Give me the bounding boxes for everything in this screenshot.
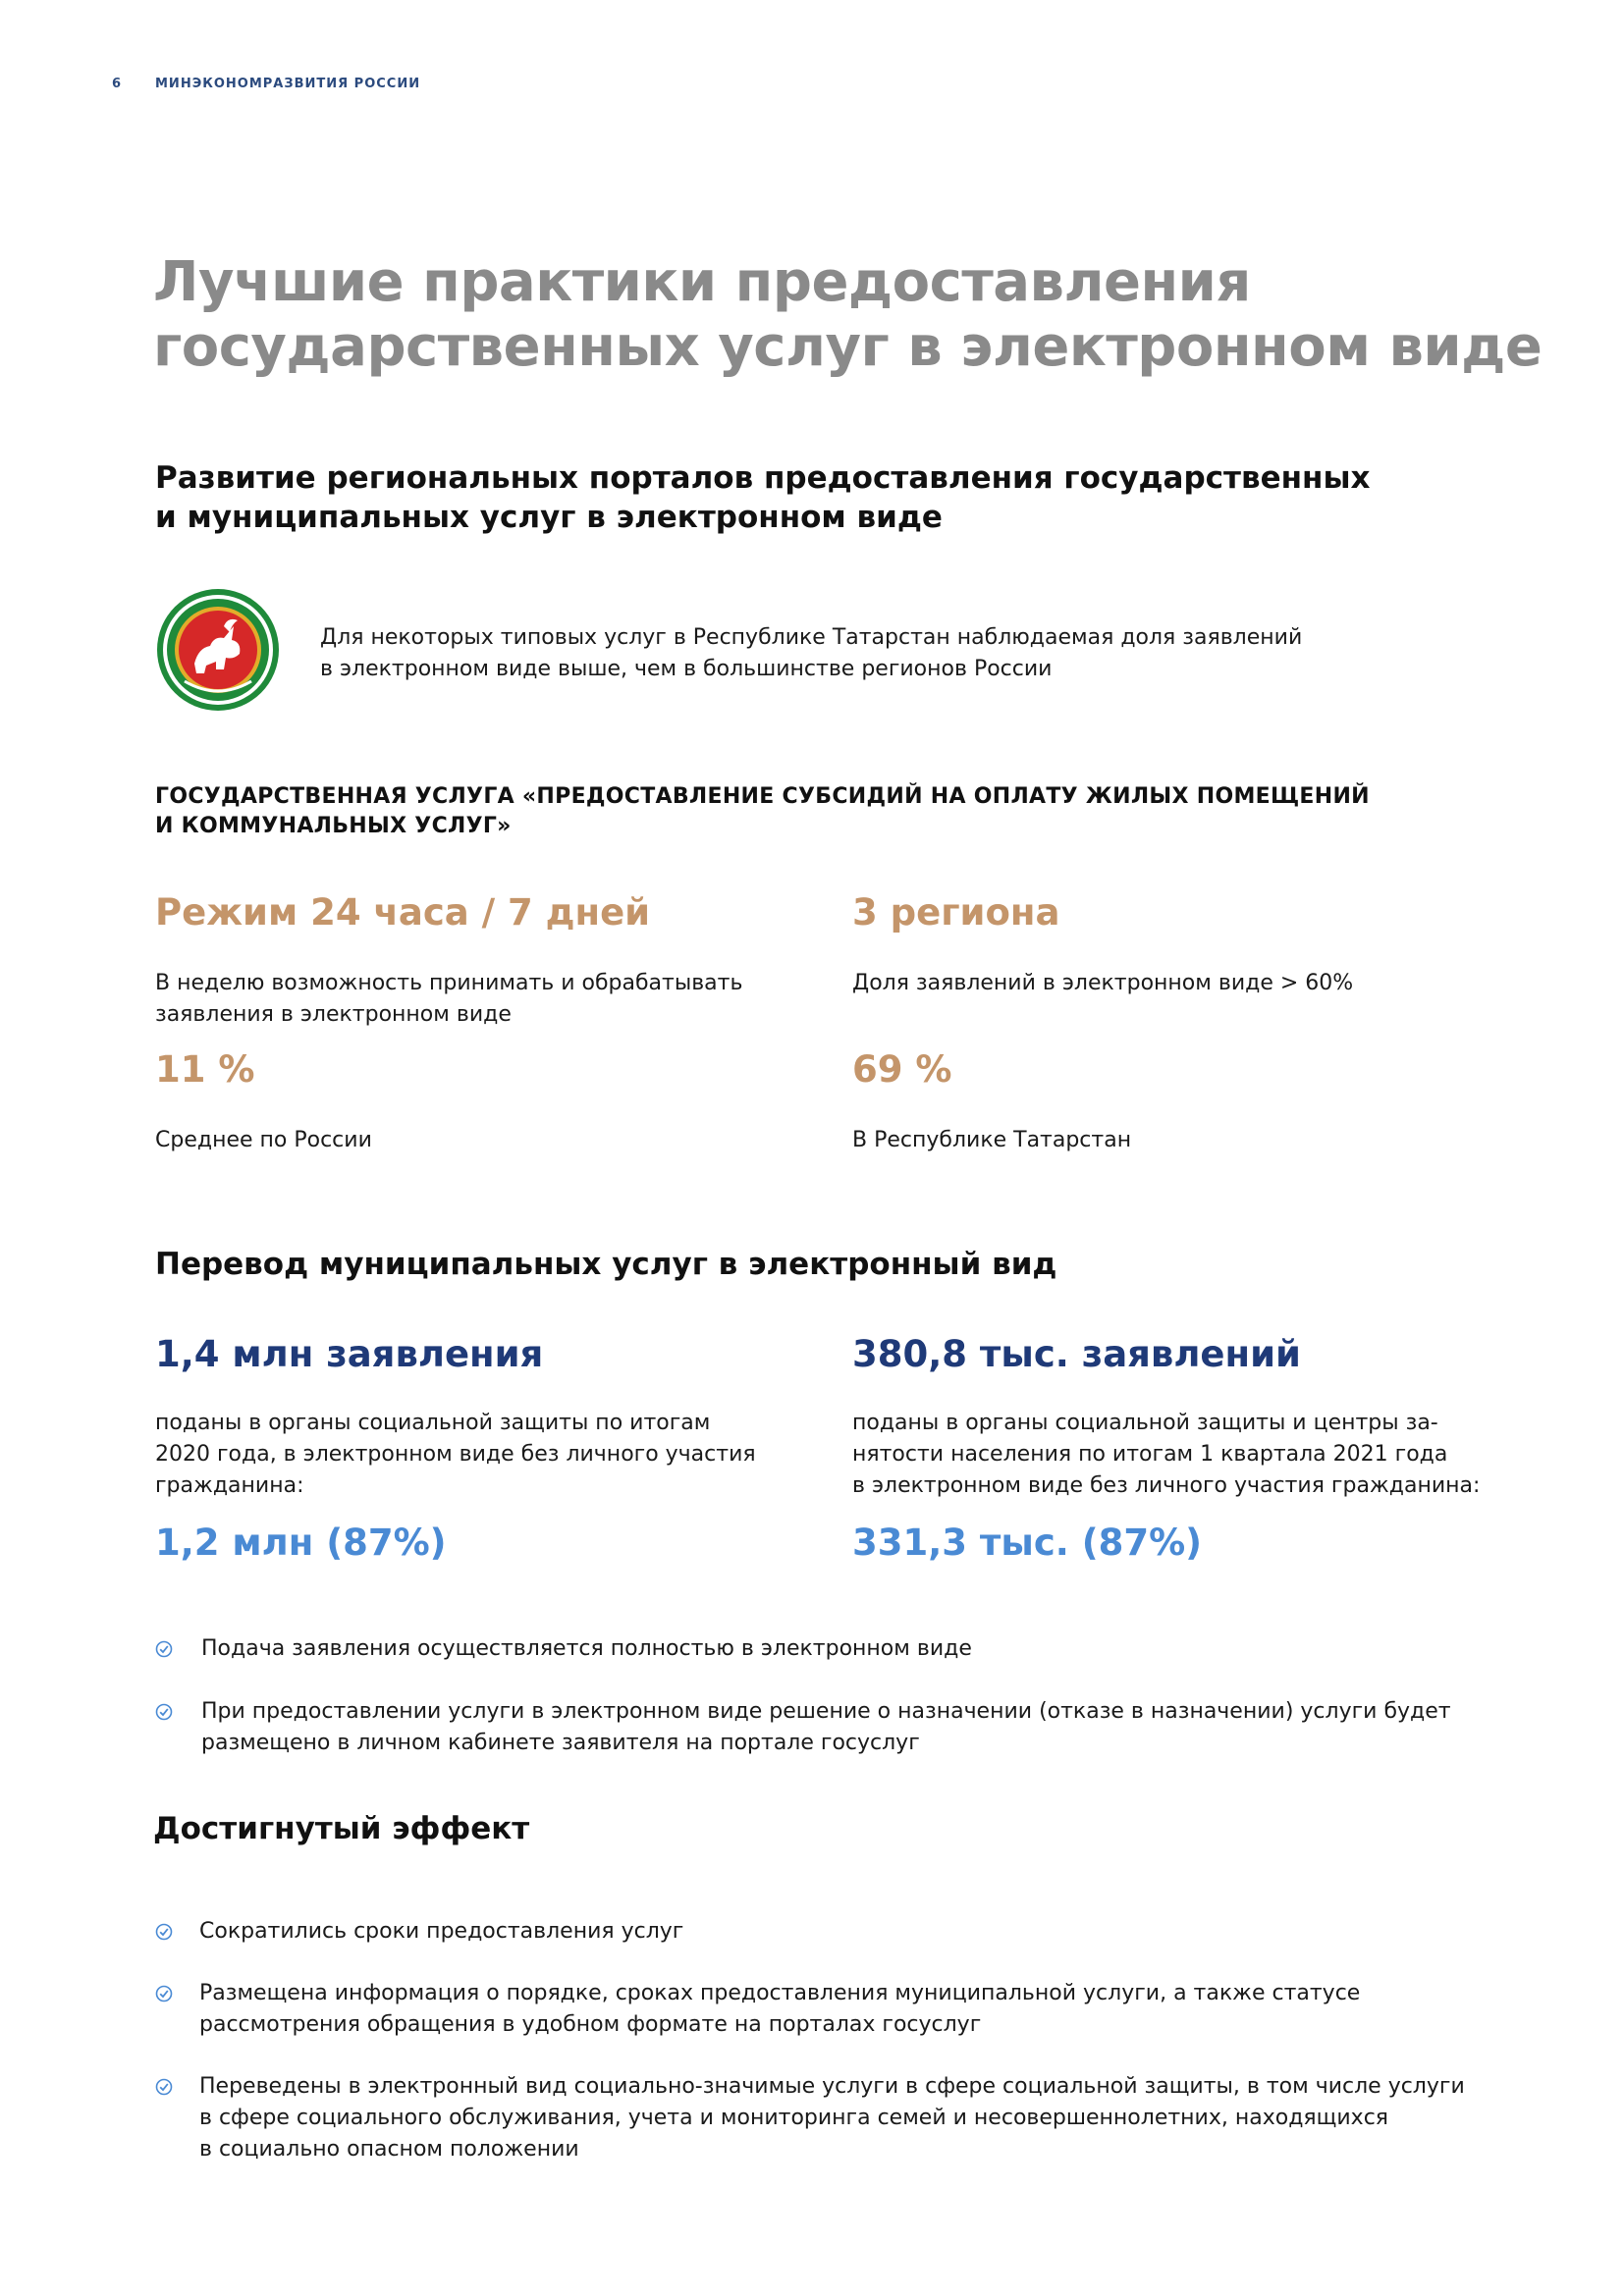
- stat-tatarstan-desc: [852, 1125, 1131, 1156]
- check-circle-icon: [155, 1985, 173, 2002]
- service-caps-heading: [155, 782, 1370, 841]
- page-title-line: государственных услуг в электронном виде: [153, 315, 1543, 379]
- list-item-text: [201, 1633, 972, 1665]
- stat-1-2-mln: 1,2 млн (87%): [155, 1522, 447, 1564]
- list-item-text: [201, 1696, 1451, 1759]
- text-line: поданы в органы социальной защиты по итогам: [155, 1411, 711, 1435]
- list-item-text: [199, 2071, 1465, 2165]
- text-line: 2020 года, в электронном виде без личного участия: [155, 1442, 756, 1467]
- running-header: [112, 77, 420, 91]
- text-line: Размещена информация о порядке, сроках предоставления муниципальной услуги, а также статусе: [199, 1981, 1361, 2005]
- text-line: в электронном виде без личного участия гражданина:: [852, 1473, 1481, 1498]
- text-line: Сократились сроки предоставления услуг: [199, 1919, 684, 1944]
- text-line: нятости населения по итогам 1 квартала 2021 года: [852, 1442, 1448, 1467]
- check-circle-icon: [155, 2078, 173, 2096]
- page-title: [153, 250, 1543, 380]
- stat-tatarstan: 69 %: [852, 1048, 952, 1091]
- stat-380-8: 380,8 тыс. заявлений: [852, 1333, 1301, 1375]
- stat-24-7-desc: [155, 968, 742, 1031]
- check-circle-icon: [155, 1640, 173, 1658]
- text-line: в электронном виде выше, чем в большинстве регионов России: [320, 657, 1053, 681]
- text-line: В неделю возможность принимать и обрабатывать: [155, 971, 743, 995]
- check-circle-icon: [155, 1923, 173, 1941]
- text-line: рассмотрения обращения в удобном формате на порталах госуслуг: [199, 2012, 982, 2037]
- intro-text: [320, 622, 1302, 685]
- text-line: в сфере социального обслуживания, учета и мониторинга семей и несовершеннолетних, находящихся: [199, 2106, 1389, 2130]
- text-line: При предоставлении услуги в электронном виде решение о назначении (отказе в назначении) услуги будет: [201, 1699, 1451, 1724]
- stat-380-8-desc: [852, 1408, 1480, 1502]
- text-line: поданы в органы социальной защиты и центры за-: [852, 1411, 1438, 1435]
- stat-1-4-mln-desc: [155, 1408, 756, 1502]
- stat-3-regions: 3 региона: [852, 891, 1060, 934]
- stat-331-3: 331,3 тыс. (87%): [852, 1522, 1203, 1564]
- text-line: И КОММУНАЛЬНЫХ УСЛУГ»: [155, 814, 512, 838]
- stat-russia-avg: 11 %: [155, 1048, 255, 1091]
- list-item-text: [199, 1916, 683, 1948]
- stat-24-7: Режим 24 часа / 7 дней: [155, 891, 651, 934]
- tatarstan-coat-of-arms-icon: [155, 587, 281, 713]
- stat-russia-avg-desc: [155, 1125, 372, 1156]
- text-line: Среднее по России: [155, 1128, 372, 1152]
- page-title-line: Лучшие практики предоставления: [153, 250, 1251, 314]
- text-line: гражданина:: [155, 1473, 304, 1498]
- section-heading-portals: [155, 458, 1371, 537]
- text-line: в социально опасном положении: [199, 2137, 579, 2162]
- org-name: МИНЭКОНОМРАЗВИТИЯ РОССИИ: [155, 77, 421, 91]
- list-item-text: [199, 1978, 1360, 2041]
- heading-line: Развитие региональных порталов предоставления государственных: [155, 460, 1371, 496]
- check-circle-icon: [155, 1703, 173, 1721]
- text-line: В Республике Татарстан: [852, 1128, 1132, 1152]
- text-line: размещено в личном кабинете заявителя на портале госуслуг: [201, 1731, 920, 1755]
- heading-line: и муниципальных услуг в электронном виде: [155, 500, 943, 535]
- text-line: Подача заявления осуществляется полностью в электронном виде: [201, 1636, 972, 1661]
- text-line: Переведены в электронный вид социально-значимые услуги в сфере социальной защиты, в том числе услуги: [199, 2074, 1465, 2099]
- stat-1-4-mln: 1,4 млн заявления: [155, 1333, 544, 1375]
- page-number: 6: [112, 77, 123, 91]
- text-line: Доля заявлений в электронном виде > 60%: [852, 971, 1354, 995]
- text-line: заявления в электронном виде: [155, 1002, 512, 1027]
- text-line: ГОСУДАРСТВЕННАЯ УСЛУГА «ПРЕДОСТАВЛЕНИЕ СУБСИДИЙ НА ОПЛАТУ ЖИЛЫХ ПОМЕЩЕНИЙ: [155, 784, 1370, 809]
- stat-3-regions-desc: [852, 968, 1353, 999]
- text-line: Для некоторых типовых услуг в Республике Татарстан наблюдаемая доля заявлений: [320, 625, 1303, 650]
- section-heading-municipal: Перевод муниципальных услуг в электронный вид: [155, 1247, 1057, 1282]
- section-heading-effect: Достигнутый эффект: [153, 1811, 530, 1846]
